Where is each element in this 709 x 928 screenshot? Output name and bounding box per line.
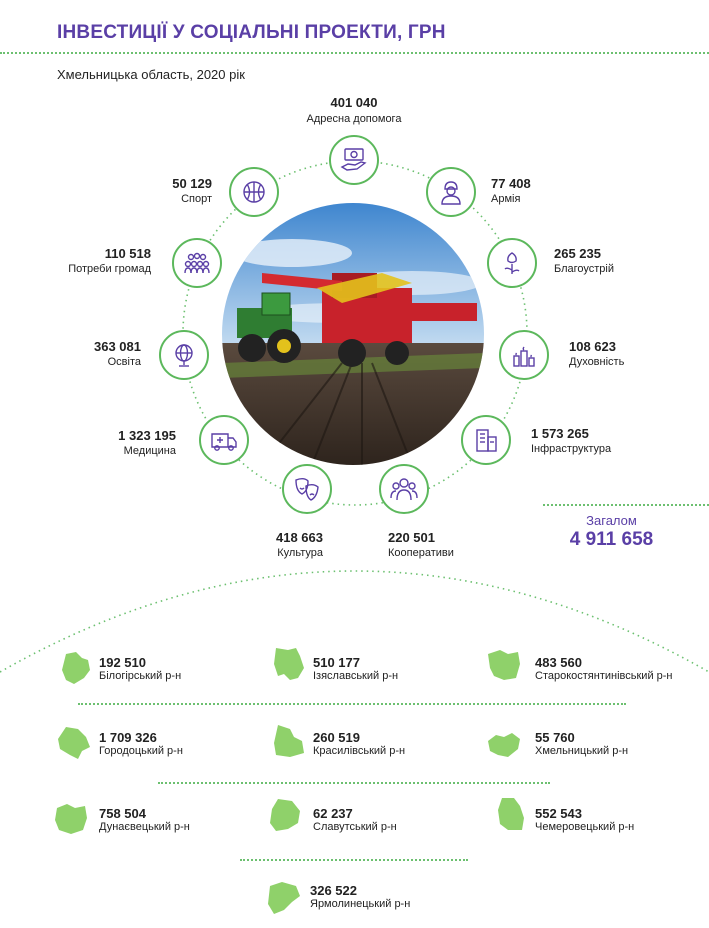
category-label: Духовність <box>569 356 625 368</box>
district-label: Славутський р-н <box>313 821 397 833</box>
page-title: ІНВЕСТИЦІЇ У СОЦІАЛЬНІ ПРОЕКТИ, ГРН <box>57 22 446 43</box>
category-label: Освіта <box>107 356 141 368</box>
category-value: 363 081 <box>94 339 141 354</box>
group-icon <box>379 464 429 514</box>
district-separator <box>240 859 468 861</box>
district-map-icon <box>494 796 530 832</box>
district-label: Старокостянтинівський р-н <box>535 670 673 682</box>
globe-icon <box>159 330 209 380</box>
category-label: Інфраструктура <box>531 443 612 455</box>
category-label: Спорт <box>181 193 212 205</box>
district-map-icon <box>266 880 302 916</box>
category-value: 220 501 <box>388 530 435 545</box>
district-value: 62 237 <box>313 806 353 821</box>
category-label: Кооперативи <box>388 547 454 559</box>
district-map-icon <box>486 727 522 763</box>
district-value: 552 543 <box>535 806 582 821</box>
category-value: 50 129 <box>172 176 212 191</box>
district-value: 192 510 <box>99 655 146 670</box>
category-label: Армія <box>491 193 521 205</box>
district-map-icon <box>56 725 92 761</box>
district-separator <box>78 703 626 705</box>
district-value: 1 709 326 <box>99 730 157 745</box>
district-label: Дунаєвецький р-н <box>99 821 190 833</box>
flower-icon <box>487 238 537 288</box>
district-value: 55 760 <box>535 730 575 745</box>
district-label: Чемеровецький р-н <box>535 821 635 833</box>
category-value: 1 573 265 <box>531 426 589 441</box>
money-hand-icon <box>329 135 379 185</box>
basketball-icon <box>229 167 279 217</box>
district-map-icon <box>270 646 306 682</box>
district-map-icon <box>270 723 306 759</box>
district-value: 483 560 <box>535 655 582 670</box>
district-map-icon <box>486 648 522 684</box>
total-value: 4 911 658 <box>569 529 654 550</box>
page-subtitle: Хмельницька область, 2020 рік <box>57 67 245 82</box>
district-label: Хмельницький р-н <box>535 745 629 757</box>
category-label: Адресна допомога <box>306 113 402 125</box>
category-value: 401 040 <box>330 95 378 110</box>
category-value: 418 663 <box>276 530 323 545</box>
district-label: Красилівський р-н <box>313 745 406 757</box>
total-label: Загалом <box>586 513 637 528</box>
soldier-icon <box>426 167 476 217</box>
community-icon <box>172 238 222 288</box>
category-value: 1 323 195 <box>118 428 176 443</box>
category-value: 110 518 <box>104 246 151 261</box>
district-value: 326 522 <box>310 883 357 898</box>
district-separator <box>158 782 550 784</box>
category-value: 77 408 <box>491 176 531 191</box>
district-value: 260 519 <box>313 730 360 745</box>
buildings-icon <box>461 415 511 465</box>
harvester-photo <box>222 203 484 465</box>
district-value: 510 177 <box>313 655 360 670</box>
district-label: Ізяславський р-н <box>313 670 399 682</box>
category-label: Благоустрій <box>554 263 615 275</box>
category-value: 265 235 <box>554 246 601 261</box>
candles-icon <box>499 330 549 380</box>
category-label: Культура <box>277 547 323 559</box>
ambulance-icon <box>199 415 249 465</box>
district-map-icon <box>58 650 94 686</box>
district-label: Білогірський р-н <box>99 670 182 682</box>
category-value: 108 623 <box>569 339 616 354</box>
category-label: Потреби громад <box>68 263 151 275</box>
district-map-icon <box>268 797 304 833</box>
theatre-masks-icon <box>282 464 332 514</box>
district-value: 758 504 <box>99 806 146 821</box>
district-map-icon <box>53 800 89 836</box>
district-label: Ярмолинецький р-н <box>310 898 411 910</box>
district-label: Городоцький р-н <box>99 745 183 757</box>
total-divider <box>543 504 709 506</box>
category-label: Медицина <box>123 445 176 457</box>
